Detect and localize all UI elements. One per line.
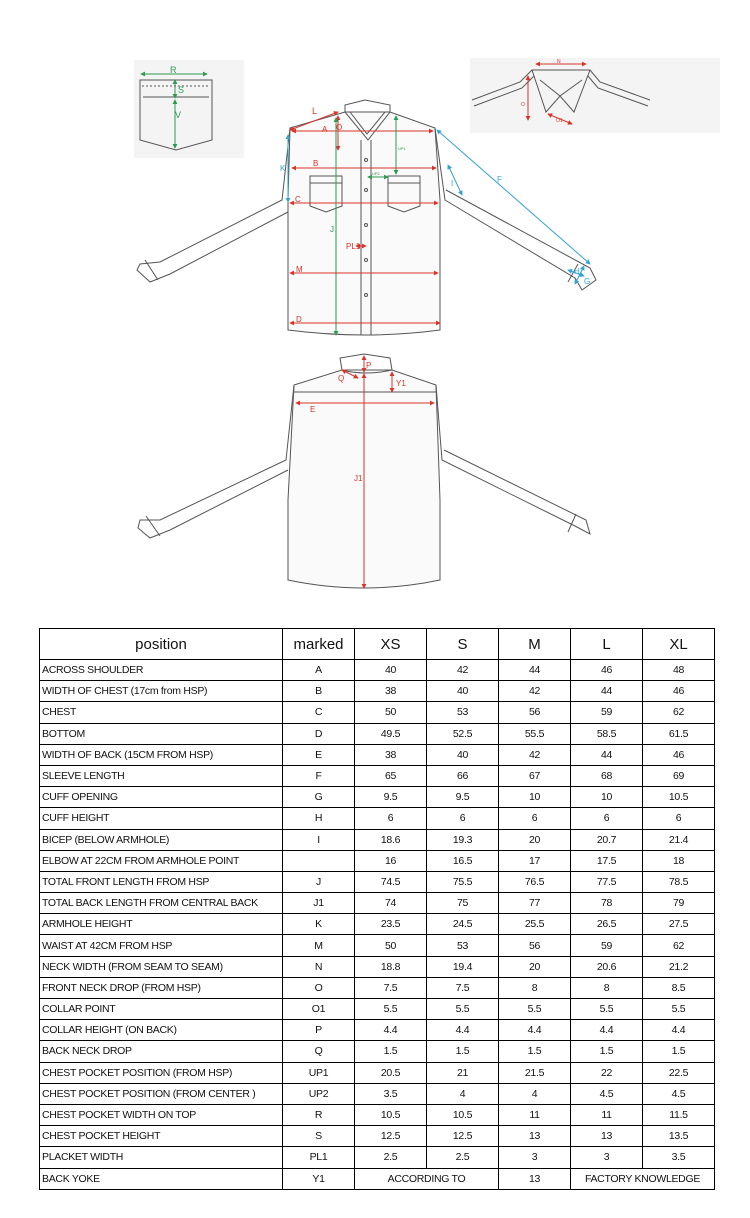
value-cell-xl: 22.5 (643, 1062, 715, 1083)
value-cell-xs: 49.5 (355, 723, 427, 744)
value-cell-m: 13 (499, 1126, 571, 1147)
value-cell-s: 24.5 (427, 914, 499, 935)
header-xs: XS (355, 629, 427, 660)
value-cell-xl: 62 (643, 702, 715, 723)
value-cell-l: 13 (571, 1126, 643, 1147)
value-cell-xl: 1.5 (643, 1041, 715, 1062)
table-row (40, 999, 715, 1020)
table-row (40, 808, 715, 829)
value-cell-l: 59 (571, 935, 643, 956)
value-cell-xl: 21.4 (643, 829, 715, 850)
table-row (40, 1126, 715, 1147)
label-up2: UP2 (372, 171, 380, 176)
marked-cell: PL1 (283, 1147, 355, 1168)
value-cell-xl: 78.5 (643, 871, 715, 892)
header-row (40, 629, 715, 660)
marked-cell: N (283, 956, 355, 977)
table-row (40, 935, 715, 956)
value-cell-xl: 10.5 (643, 787, 715, 808)
label-s: S (178, 85, 185, 95)
position-cell: TOTAL FRONT LENGTH FROM HSP (40, 871, 283, 892)
value-cell-m: 44 (499, 660, 571, 681)
label-e: E (310, 405, 316, 414)
value-cell-s: 19.4 (427, 956, 499, 977)
value-cell-m: 4.4 (499, 1020, 571, 1041)
value-cell-xl: 8.5 (643, 977, 715, 998)
value-cell-s: 2.5 (427, 1147, 499, 1168)
value-cell-s: 7.5 (427, 977, 499, 998)
pocket-detail (134, 60, 244, 158)
position-cell: CHEST POCKET HEIGHT (40, 1126, 283, 1147)
value-cell-s: 53 (427, 702, 499, 723)
label-up1: UP1 (398, 146, 406, 151)
position-cell: ELBOW AT 22CM FROM ARMHOLE POINT (40, 850, 283, 871)
value-cell-l: 3 (571, 1147, 643, 1168)
table-row (40, 660, 715, 681)
value-cell-m: 3 (499, 1147, 571, 1168)
marked-cell: UP1 (283, 1062, 355, 1083)
value-cell-xs: 16 (355, 850, 427, 871)
value-cell-m: 77 (499, 893, 571, 914)
value-cell-s: 5.5 (427, 999, 499, 1020)
label-d: D (296, 315, 302, 324)
position-cell: CHEST POCKET WIDTH ON TOP (40, 1104, 283, 1125)
label-c: C (295, 195, 301, 204)
table-row (40, 1147, 715, 1168)
value-cell-xs: 5.5 (355, 999, 427, 1020)
value-cell-l: 20.6 (571, 956, 643, 977)
header-l: L (571, 629, 643, 660)
position-cell: COLLAR POINT (40, 999, 283, 1020)
value-cell-m: 42 (499, 744, 571, 765)
value-cell-m: 56 (499, 935, 571, 956)
table-row (40, 977, 715, 998)
value-cell-l: 11 (571, 1104, 643, 1125)
value-cell-l: 59 (571, 702, 643, 723)
value-cell-xl: 11.5 (643, 1104, 715, 1125)
value-cell-xs: 2.5 (355, 1147, 427, 1168)
value-cell-s: 66 (427, 765, 499, 786)
value-cell-m: 4 (499, 1083, 571, 1104)
value-cell-l: 17.5 (571, 850, 643, 871)
value-cell-m: 8 (499, 977, 571, 998)
value-cell-l: 5.5 (571, 999, 643, 1020)
value-cell-xl: 62 (643, 935, 715, 956)
value-cell-xl: 18 (643, 850, 715, 871)
marked-cell: D (283, 723, 355, 744)
marked-cell: O1 (283, 999, 355, 1020)
value-cell-s: 9.5 (427, 787, 499, 808)
position-cell: BICEP (BELOW ARMHOLE) (40, 829, 283, 850)
marked-cell: Q (283, 1041, 355, 1062)
value-cell-m: 25.5 (499, 914, 571, 935)
value-cell-s: 52.5 (427, 723, 499, 744)
value-cell-l: 20.7 (571, 829, 643, 850)
value-cell-xl: 46 (643, 681, 715, 702)
value-cell-l: 4.5 (571, 1083, 643, 1104)
label-a: A (322, 125, 328, 134)
value-cell-m: 1.5 (499, 1041, 571, 1062)
marked-cell: J (283, 871, 355, 892)
value-cell-s: 75 (427, 893, 499, 914)
value-cell-m: 55.5 (499, 723, 571, 744)
value-cell-s: 12.5 (427, 1126, 499, 1147)
value-cell-l: 8 (571, 977, 643, 998)
table-row (40, 765, 715, 786)
label-j: J (330, 225, 334, 234)
table-row (40, 744, 715, 765)
value-cell-xs: 18.6 (355, 829, 427, 850)
value-cell-xl: 27.5 (643, 914, 715, 935)
table-row (40, 1083, 715, 1104)
label-n: N (557, 59, 561, 65)
value-cell-xl: 4.4 (643, 1020, 715, 1041)
value-cell-l: 44 (571, 681, 643, 702)
table-row (40, 893, 715, 914)
marked-cell: B (283, 681, 355, 702)
marked-cell (283, 850, 355, 871)
value-cell-l: 78 (571, 893, 643, 914)
value-cell-xs: 18.8 (355, 956, 427, 977)
value-cell-m: 10 (499, 787, 571, 808)
value-cell-l: 10 (571, 787, 643, 808)
value-cell-m: 20 (499, 829, 571, 850)
value-cell-m: 42 (499, 681, 571, 702)
position-cell: CHEST (40, 702, 283, 723)
table-row (40, 787, 715, 808)
marked-cell: O (283, 977, 355, 998)
value-cell-xs: 20.5 (355, 1062, 427, 1083)
value-cell-xs: 74.5 (355, 871, 427, 892)
position-cell: BACK NECK DROP (40, 1041, 283, 1062)
label-m: M (296, 265, 303, 274)
value-cell-s: 4 (427, 1083, 499, 1104)
size-spec-table (39, 628, 715, 1190)
position-cell: CHEST POCKET POSITION (FROM HSP) (40, 1062, 283, 1083)
value-cell-xl: 5.5 (643, 999, 715, 1020)
table-row (40, 1020, 715, 1041)
label-pl1: PL1 (346, 242, 361, 251)
label-y1: Y1 (396, 379, 406, 388)
value-cell-xs: 7.5 (355, 977, 427, 998)
value-cell-l: 6 (571, 808, 643, 829)
marked-cell: S (283, 1126, 355, 1147)
label-p: P (366, 361, 372, 370)
value-cell-xl: 79 (643, 893, 715, 914)
position-cell: COLLAR HEIGHT (ON BACK) (40, 1020, 283, 1041)
value-cell-l: 22 (571, 1062, 643, 1083)
header-m: M (499, 629, 571, 660)
value-cell-s: 21 (427, 1062, 499, 1083)
value-cell-xs: 74 (355, 893, 427, 914)
value-cell-xs: 38 (355, 681, 427, 702)
marked-cell: P (283, 1020, 355, 1041)
value-cell-xs: 3.5 (355, 1083, 427, 1104)
position-cell: WIDTH OF BACK (15CM FROM HSP) (40, 744, 283, 765)
value-cell-xl: 6 (643, 808, 715, 829)
value-cell-xl: 4.5 (643, 1083, 715, 1104)
label-r: R (170, 65, 177, 75)
marked-cell: Y1 (283, 1168, 355, 1189)
marked-cell: H (283, 808, 355, 829)
label-q: Q (338, 374, 345, 383)
value-cell-xs: 23.5 (355, 914, 427, 935)
label-o-front: O (336, 123, 343, 132)
label-o: O (521, 102, 525, 108)
table-row (40, 1104, 715, 1125)
value-cell-l: 77.5 (571, 871, 643, 892)
value-cell-l: 68 (571, 765, 643, 786)
value-cell-s: 16.5 (427, 850, 499, 871)
value-cell-xs: 6 (355, 808, 427, 829)
position-cell: SLEEVE LENGTH (40, 765, 283, 786)
marked-cell: I (283, 829, 355, 850)
value-cell-l: 1.5 (571, 1041, 643, 1062)
value-cell-m: 17 (499, 850, 571, 871)
value-cell-l: 44 (571, 744, 643, 765)
label-g: G (584, 277, 591, 286)
label-j1: J1 (354, 474, 363, 483)
note-factory-knowledge: FACTORY KNOWLEDGE (571, 1168, 715, 1189)
position-cell: PLACKET WIDTH (40, 1147, 283, 1168)
value-cell-s: 4.4 (427, 1020, 499, 1041)
label-b: B (313, 159, 319, 168)
marked-cell: G (283, 787, 355, 808)
value-cell-s: 75.5 (427, 871, 499, 892)
value-cell-s: 53 (427, 935, 499, 956)
table-row (40, 702, 715, 723)
value-cell-xs: 4.4 (355, 1020, 427, 1041)
table-row (40, 871, 715, 892)
value-cell-xl: 48 (643, 660, 715, 681)
value-cell-xl: 46 (643, 744, 715, 765)
value-cell-xl: 61.5 (643, 723, 715, 744)
table-row (40, 1041, 715, 1062)
value-cell-xs: 1.5 (355, 1041, 427, 1062)
value-cell-xs: 9.5 (355, 787, 427, 808)
position-cell: FRONT NECK DROP (FROM HSP) (40, 977, 283, 998)
marked-cell: F (283, 765, 355, 786)
value-cell-xs: 50 (355, 702, 427, 723)
position-cell: CHEST POCKET POSITION (FROM CENTER ) (40, 1083, 283, 1104)
position-cell: ARMHOLE HEIGHT (40, 914, 283, 935)
value-cell-l: 26.5 (571, 914, 643, 935)
marked-cell: A (283, 660, 355, 681)
label-i: I (451, 179, 454, 188)
position-cell: BACK YOKE (40, 1168, 283, 1189)
value-cell-s: 19.3 (427, 829, 499, 850)
note-according-to: ACCORDING TO (355, 1168, 499, 1189)
marked-cell: C (283, 702, 355, 723)
value-cell-xs: 40 (355, 660, 427, 681)
label-v: V (175, 110, 182, 120)
value-cell-s: 6 (427, 808, 499, 829)
position-cell: TOTAL BACK LENGTH FROM CENTRAL BACK (40, 893, 283, 914)
marked-cell: J1 (283, 893, 355, 914)
value-cell-s: 42 (427, 660, 499, 681)
marked-cell: E (283, 744, 355, 765)
position-cell: CUFF OPENING (40, 787, 283, 808)
value-cell-l: 58.5 (571, 723, 643, 744)
position-cell: NECK WIDTH (FROM SEAM TO SEAM) (40, 956, 283, 977)
position-cell: ACROSS SHOULDER (40, 660, 283, 681)
position-cell: WIDTH OF CHEST (17cm from HSP) (40, 681, 283, 702)
collar-detail (470, 58, 720, 133)
table-row (40, 681, 715, 702)
marked-cell: K (283, 914, 355, 935)
label-o1: O1 (556, 118, 563, 124)
value-cell-m: 21.5 (499, 1062, 571, 1083)
value-cell-xl: 69 (643, 765, 715, 786)
header-position: position (40, 629, 283, 660)
label-k: K (280, 164, 286, 173)
marked-cell: UP2 (283, 1083, 355, 1104)
marked-cell: M (283, 935, 355, 956)
header-marked: marked (283, 629, 355, 660)
value-cell-m: 76.5 (499, 871, 571, 892)
table-row (40, 723, 715, 744)
value-cell-xs: 38 (355, 744, 427, 765)
value-cell-l: 4.4 (571, 1020, 643, 1041)
header-xl: XL (643, 629, 715, 660)
table-row (40, 829, 715, 850)
value-cell-m: 20 (499, 956, 571, 977)
table-row (40, 956, 715, 977)
value-cell-m: 56 (499, 702, 571, 723)
position-cell: CUFF HEIGHT (40, 808, 283, 829)
value-cell-xl: 21.2 (643, 956, 715, 977)
value-cell-xl: 3.5 (643, 1147, 715, 1168)
value-cell-s: 1.5 (427, 1041, 499, 1062)
value-cell-m: 13 (499, 1168, 571, 1189)
value-cell-m: 6 (499, 808, 571, 829)
value-cell-m: 67 (499, 765, 571, 786)
position-cell: BOTTOM (40, 723, 283, 744)
table-row (40, 850, 715, 871)
position-cell: WAIST AT 42CM FROM HSP (40, 935, 283, 956)
table-row-back-yoke (40, 1168, 715, 1189)
value-cell-l: 46 (571, 660, 643, 681)
value-cell-xs: 65 (355, 765, 427, 786)
value-cell-m: 5.5 (499, 999, 571, 1020)
header-s: S (427, 629, 499, 660)
marked-cell: R (283, 1104, 355, 1125)
value-cell-xl: 13.5 (643, 1126, 715, 1147)
label-h: H (574, 267, 580, 276)
table-row (40, 914, 715, 935)
value-cell-xs: 10.5 (355, 1104, 427, 1125)
value-cell-s: 40 (427, 681, 499, 702)
value-cell-s: 40 (427, 744, 499, 765)
value-cell-s: 10.5 (427, 1104, 499, 1125)
label-f: F (497, 175, 502, 184)
label-l: L (312, 106, 318, 116)
value-cell-xs: 12.5 (355, 1126, 427, 1147)
value-cell-xs: 50 (355, 935, 427, 956)
table-row (40, 1062, 715, 1083)
value-cell-m: 11 (499, 1104, 571, 1125)
